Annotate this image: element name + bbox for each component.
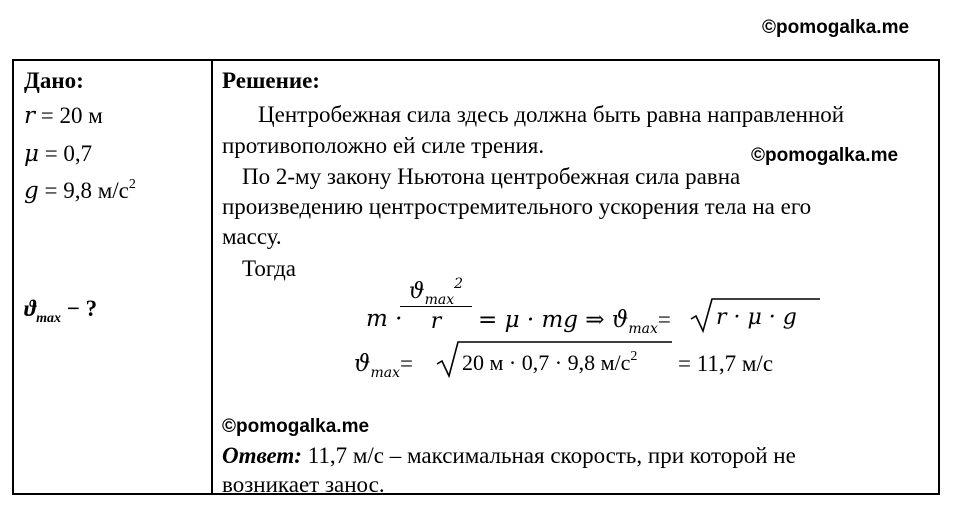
solution-line-4: произведению центростремительного ускорения тела на его xyxy=(222,194,812,219)
formula-2-sqrt: 20 м · 0,7 · 9,8 $м/с^2$ xyxy=(436,340,672,378)
given-mu: μ = 0,7 xyxy=(24,141,93,167)
solution-line-2: противоположно ей силе трения. xyxy=(222,133,545,158)
formula-1-m: m · xyxy=(366,306,403,332)
formula-1-fraction xyxy=(400,276,472,334)
find-vmax: $ϑ_{max}$ − ? xyxy=(24,296,98,326)
watermark-top: ©pomogalka.me xyxy=(762,17,910,38)
watermark-bottom: ©pomogalka.me xyxy=(222,416,370,437)
answer-label: Ответ: xyxy=(222,443,302,468)
solution-line-3: По 2-му закону Ньютона центробежная сила равна xyxy=(242,164,741,189)
formula-1-rhs: = μ · mg ⇒ $ϑ_{max}=$ xyxy=(478,307,671,337)
given-g: g = 9,8 $м/с^2$ xyxy=(24,177,136,204)
formula-1-sqrt: r · μ · g xyxy=(690,297,820,333)
given-r: r = 20 м xyxy=(24,103,103,129)
solution-table xyxy=(12,59,940,495)
answer-line-1: Ответ: 11,7 м/с – максимальная скорость, при которой не xyxy=(222,443,796,468)
solution-line-1: Центробежная сила здесь должна быть равна направленной xyxy=(258,102,845,127)
solution-line-6: Тогда xyxy=(242,256,297,281)
formula-1-numerator: $ϑ_{max}^2$ xyxy=(408,276,464,308)
formula-2-result: = 11,7 м/с xyxy=(678,351,774,376)
column-divider xyxy=(211,61,213,493)
answer-line-2: возникает занос. xyxy=(222,472,385,497)
given-heading: Дано: xyxy=(24,68,84,93)
formula-1-denominator: r xyxy=(430,309,442,334)
formula-2-lhs: $ϑ_{max}=$ xyxy=(354,351,413,381)
watermark-middle: ©pomogalka.me xyxy=(751,145,899,166)
solution-line-5: массу. xyxy=(222,224,282,249)
solution-heading: Решение: xyxy=(222,68,320,93)
